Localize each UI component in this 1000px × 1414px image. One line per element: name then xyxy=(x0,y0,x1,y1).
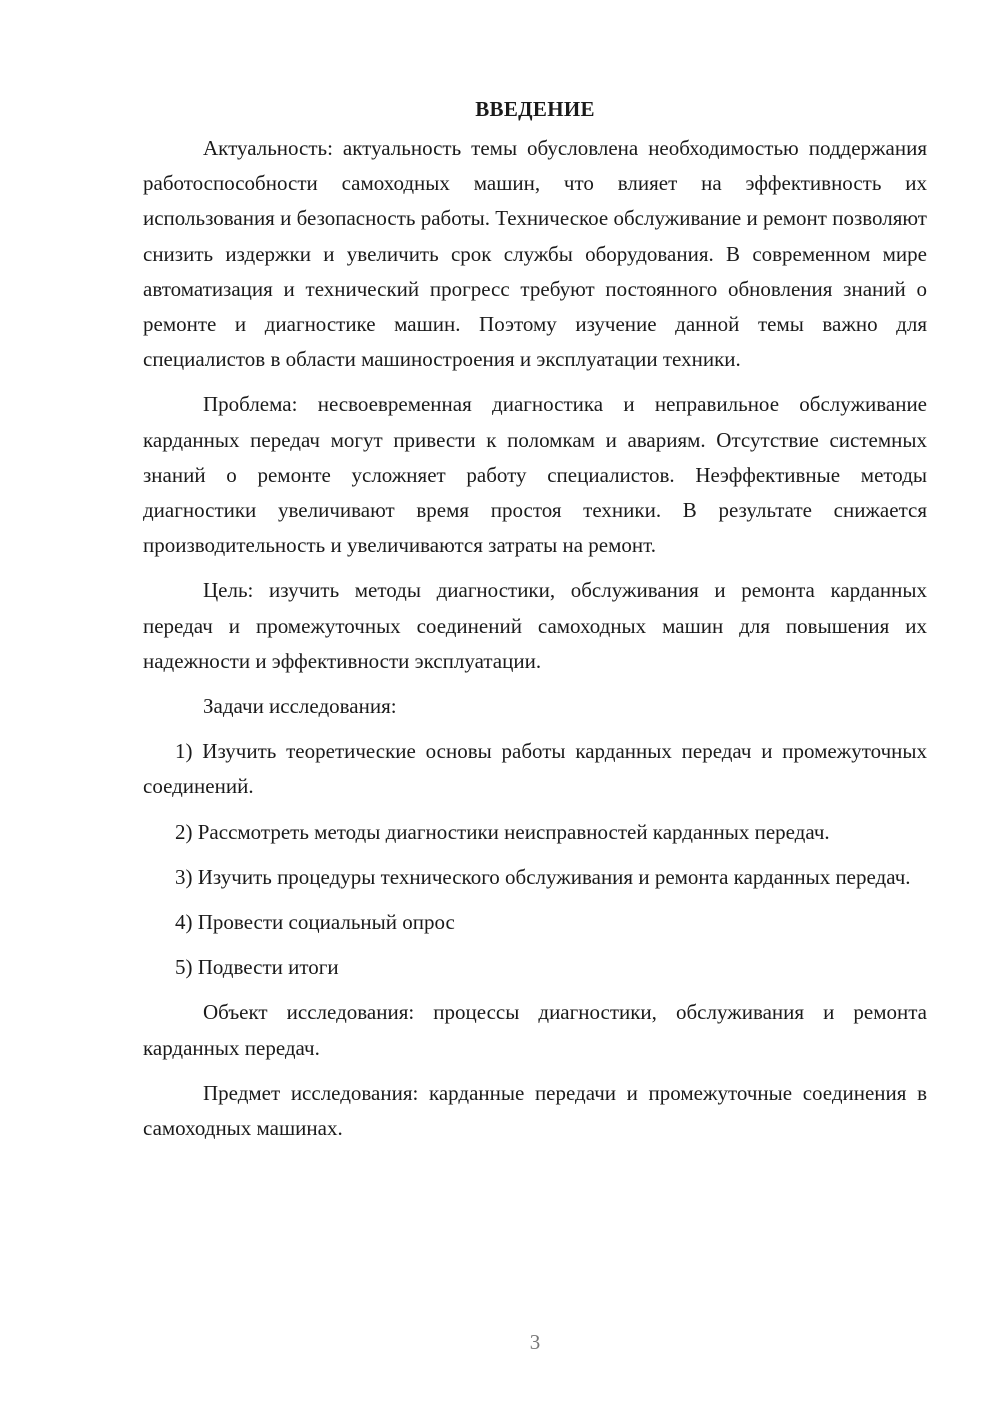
task-item-5: 5) Подвести итоги xyxy=(175,955,339,980)
goal-paragraph: Цель: изучить методы диагностики, обслуживания и ремонта карданных передач и промежуточных соединений самоходных машин для повышения их надежности и эффективности эксплуатации. xyxy=(143,578,927,673)
object-paragraph: Объект исследования: процессы диагностики, обслуживания и ремонта карданных передач. xyxy=(143,1000,927,1060)
task-item-3: 3) Изучить процедуры технического обслуживания и ремонта карданных передач. xyxy=(175,864,911,889)
problem-paragraph: Проблема: несвоевременная диагностика и неправильное обслуживание карданных передач могут привести к поломкам и авариям. Отсутствие системных знаний о ремонте усложняет работу специалистов. Неэффективные методы диагностики увеличивают время простоя техники. В результате снижается производительность и увеличиваются затраты на ремонт. xyxy=(143,392,927,558)
document-page xyxy=(143,92,927,1156)
task-item-4: 4) Провести социальный опрос xyxy=(175,910,455,935)
subject-paragraph: Предмет исследования: карданные передачи и промежуточные соединения в самоходных машинах. xyxy=(143,1080,927,1141)
section-title: ВВЕДЕНИЕ xyxy=(475,97,595,121)
relevance-paragraph: Актуальность: актуальность темы обусловлена необходимостью поддержания работоспособности самоходных машин, что влияет на эффективность их использования и безопасность работы. Техническое обслуживание и ремонт позволяют снизить издержки и увеличить срок службы оборудования. В современном мире автоматизация и технический прогресс требуют постоянного обновления знаний о ремонте и диагностике машин. Поэтому изучение данной темы важно для специалистов в области машиностроения и эксплуатации техники. xyxy=(143,136,927,372)
task-item-2: 2) Рассмотреть методы диагностики неисправностей карданных передач. xyxy=(175,819,830,844)
tasks-heading: Задачи исследования: xyxy=(203,694,397,719)
task-item-1: 1) Изучить теоретические основы работы карданных передач и промежуточных соединений. xyxy=(143,739,927,799)
page-number: 3 xyxy=(529,1330,541,1354)
